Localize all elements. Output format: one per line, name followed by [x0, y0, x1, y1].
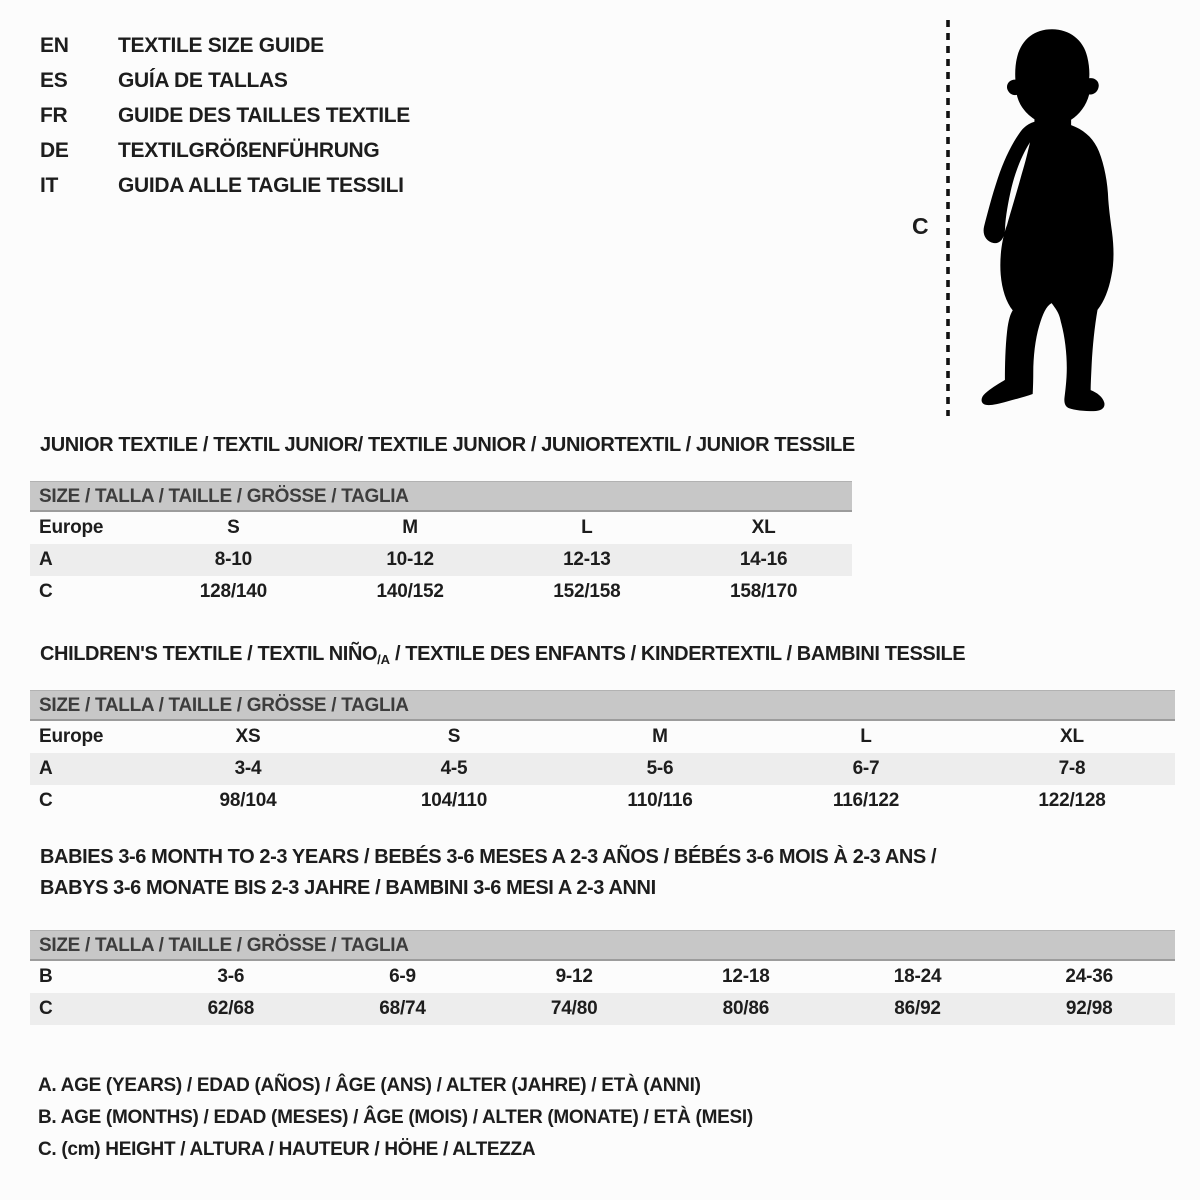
row-label: B — [39, 966, 53, 987]
language-row — [40, 28, 410, 63]
size-cell: M — [652, 726, 668, 747]
size-cell: L — [860, 726, 872, 747]
heading-text: / TEXTILE DES ENFANTS / KINDERTEXTIL / BAMBINI TESSILE — [389, 643, 966, 665]
size-cell: 24-36 — [1065, 966, 1113, 987]
size-cell: 14-16 — [739, 549, 788, 570]
language-row — [40, 63, 410, 98]
row-label: C — [39, 790, 53, 811]
language-label: GUIDA ALLE TAGLIE TESSILI — [118, 173, 404, 197]
table-row — [30, 961, 1175, 993]
row-label: A — [39, 758, 53, 779]
table-row — [30, 993, 1175, 1025]
table-row — [30, 576, 852, 608]
size-cell: 3-6 — [217, 966, 245, 987]
height-measure-dashed-line — [944, 18, 952, 423]
size-cell: 80/86 — [722, 998, 770, 1019]
table-row — [30, 753, 1175, 785]
size-cell: 9-12 — [555, 966, 593, 987]
size-cell: XS — [235, 726, 261, 747]
size-cell: S — [447, 726, 461, 747]
language-label: TEXTILGRÖßENFÜHRUNG — [118, 138, 380, 162]
table-row — [30, 721, 1175, 753]
heading-line: BABYS 3-6 MONATE BIS 2-3 JAHRE / BAMBINI 3-6 MESI A 2-3 ANNI — [40, 877, 656, 899]
legend-line: C. (cm) HEIGHT / ALTURA / HAUTEUR / HÖHE / ALTEZZA — [38, 1139, 536, 1160]
size-cell: 98/104 — [219, 790, 277, 811]
size-cell: 8-10 — [214, 549, 252, 570]
size-table-header: SIZE / TALLA / TAILLE / GRÖSSE / TAGLIA — [30, 481, 852, 512]
size-cell: 68/74 — [379, 998, 426, 1019]
size-cell: 92/98 — [1065, 998, 1113, 1019]
size-cell: 158/170 — [729, 581, 798, 602]
size-cell: 152/158 — [553, 581, 621, 602]
heading-line: BABIES 3-6 MONTH TO 2-3 YEARS / BEBÉS 3-6 MESES A 2-3 AÑOS / BÉBÉS 3-6 MOIS À 2-3 ANS / — [40, 846, 937, 868]
language-code: DE — [40, 138, 69, 162]
size-cell: 110/116 — [627, 790, 693, 811]
row-label: A — [39, 549, 53, 570]
language-row — [40, 133, 410, 168]
table-row — [30, 544, 852, 576]
size-cell: 6-7 — [852, 758, 880, 779]
row-label: C — [39, 581, 53, 602]
size-cell: 74/80 — [550, 998, 598, 1019]
size-cell: 62/68 — [207, 998, 255, 1019]
size-cell: 12-13 — [563, 549, 611, 570]
children-section-heading — [40, 643, 965, 667]
size-cell: M — [402, 517, 418, 538]
row-label: Europe — [39, 726, 104, 747]
legend — [38, 1070, 753, 1166]
language-label: TEXTILE SIZE GUIDE — [118, 33, 324, 57]
row-label: C — [39, 998, 53, 1019]
language-code: FR — [40, 103, 68, 127]
heading-subscript: /A — [377, 652, 390, 667]
language-label: GUÍA DE TALLAS — [118, 68, 288, 92]
size-table-header: SIZE / TALLA / TAILLE / GRÖSSE / TAGLIA — [30, 690, 1175, 721]
size-cell: 10-12 — [386, 549, 434, 570]
legend-line: A. AGE (YEARS) / EDAD (AÑOS) / ÂGE (ANS) / ALTER (JAHRE) / ETÀ (ANNI) — [38, 1075, 701, 1096]
size-cell: XL — [751, 517, 776, 538]
size-cell: 104/110 — [420, 790, 488, 811]
babies-section-heading — [40, 842, 936, 904]
size-cell: 6-9 — [389, 966, 416, 987]
row-label: Europe — [39, 517, 104, 538]
size-cell: 140/152 — [376, 581, 444, 602]
size-cell: 4-5 — [440, 758, 468, 779]
junior-size-table — [30, 481, 852, 608]
language-code: ES — [40, 68, 68, 92]
toddler-silhouette-icon — [966, 20, 1142, 423]
language-list — [40, 28, 410, 203]
children-size-table — [30, 690, 1175, 817]
size-cell: 18-24 — [893, 966, 942, 987]
size-cell: 3-4 — [234, 758, 262, 779]
size-cell: 116/122 — [832, 790, 900, 811]
size-cell: L — [581, 517, 593, 538]
size-cell: 122/128 — [1038, 790, 1106, 811]
size-cell: S — [227, 517, 240, 538]
size-cell: 5-6 — [646, 758, 674, 779]
language-row — [40, 168, 410, 203]
junior-section-heading: JUNIOR TEXTILE / TEXTIL JUNIOR/ TEXTILE JUNIOR / JUNIORTEXTIL / JUNIOR TESSILE — [40, 434, 855, 456]
measure-label-c: C — [912, 213, 929, 239]
legend-line: B. AGE (MONTHS) / EDAD (MESES) / ÂGE (MOIS) / ALTER (MONATE) / ETÀ (MESI) — [38, 1107, 753, 1128]
size-table-header: SIZE / TALLA / TAILLE / GRÖSSE / TAGLIA — [30, 930, 1175, 961]
size-cell: 7-8 — [1058, 758, 1086, 779]
table-row — [30, 785, 1175, 817]
size-cell: 12-18 — [722, 966, 770, 987]
language-label: GUIDE DES TAILLES TEXTILE — [118, 103, 410, 127]
language-code: EN — [40, 33, 69, 57]
language-code: IT — [40, 173, 59, 197]
size-cell: XL — [1060, 726, 1084, 747]
size-cell: 86/92 — [894, 998, 941, 1019]
language-row — [40, 98, 410, 133]
size-cell: 128/140 — [199, 581, 268, 602]
babies-size-table — [30, 930, 1175, 1025]
table-row — [30, 512, 852, 544]
heading-text: CHILDREN'S TEXTILE / TEXTIL NIÑO — [40, 643, 378, 665]
